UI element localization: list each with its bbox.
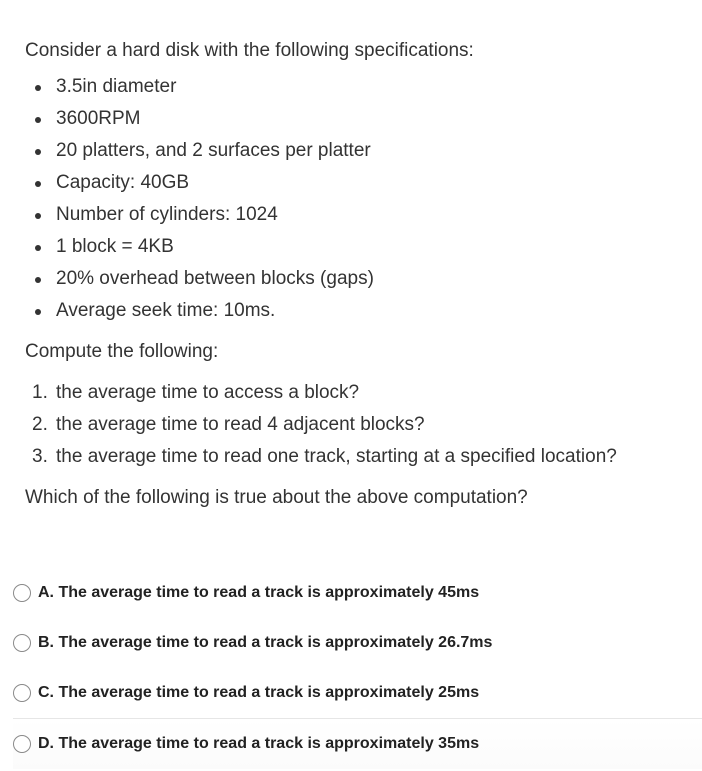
spec-item: Capacity: 40GB bbox=[56, 167, 695, 199]
spec-item: Number of cylinders: 1024 bbox=[56, 199, 695, 231]
question-prompt: Which of the following is true about the above computation? bbox=[25, 487, 528, 508]
spec-item: 3600RPM bbox=[56, 103, 695, 135]
spec-item: 1 block = 4KB bbox=[56, 231, 695, 263]
question-body bbox=[25, 38, 695, 511]
radio-button-b[interactable] bbox=[13, 634, 31, 652]
task-number: 1. bbox=[32, 382, 48, 403]
tasks-list bbox=[25, 377, 695, 473]
task-item bbox=[32, 409, 695, 441]
answer-option-b[interactable] bbox=[13, 618, 702, 668]
answer-label-c[interactable]: C. The average time to read a track is approximately 25ms bbox=[38, 684, 480, 701]
task-text: the average time to read one track, starting at a specified location? bbox=[56, 446, 617, 467]
question-intro: Consider a hard disk with the following specifications: bbox=[25, 40, 474, 61]
spec-item: 20 platters, and 2 surfaces per platter bbox=[56, 135, 695, 167]
answer-label-a[interactable]: A. The average time to read a track is approximately 45ms bbox=[38, 584, 480, 601]
spec-item: 3.5in diameter bbox=[56, 71, 695, 103]
radio-button-c[interactable] bbox=[13, 684, 31, 702]
task-text: the average time to access a block? bbox=[56, 382, 360, 403]
answer-label-d[interactable]: D. The average time to read a track is approximately 35ms bbox=[38, 735, 480, 752]
answer-option-a[interactable] bbox=[13, 568, 702, 618]
spec-item: Average seek time: 10ms. bbox=[56, 295, 695, 327]
task-number: 3. bbox=[32, 446, 48, 467]
answer-option-c[interactable] bbox=[13, 668, 702, 718]
specs-list bbox=[25, 71, 695, 327]
answer-option-d[interactable] bbox=[13, 718, 702, 769]
task-item bbox=[32, 377, 695, 409]
compute-label: Compute the following: bbox=[25, 341, 219, 362]
answer-options bbox=[13, 568, 702, 769]
radio-button-a[interactable] bbox=[13, 584, 31, 602]
spec-item: 20% overhead between blocks (gaps) bbox=[56, 263, 695, 295]
task-text: the average time to read 4 adjacent blocks? bbox=[56, 414, 425, 435]
radio-button-d[interactable] bbox=[13, 735, 31, 753]
task-item bbox=[32, 441, 695, 473]
answer-label-b[interactable]: B. The average time to read a track is approximately 26.7ms bbox=[38, 634, 493, 651]
task-number: 2. bbox=[32, 414, 48, 435]
